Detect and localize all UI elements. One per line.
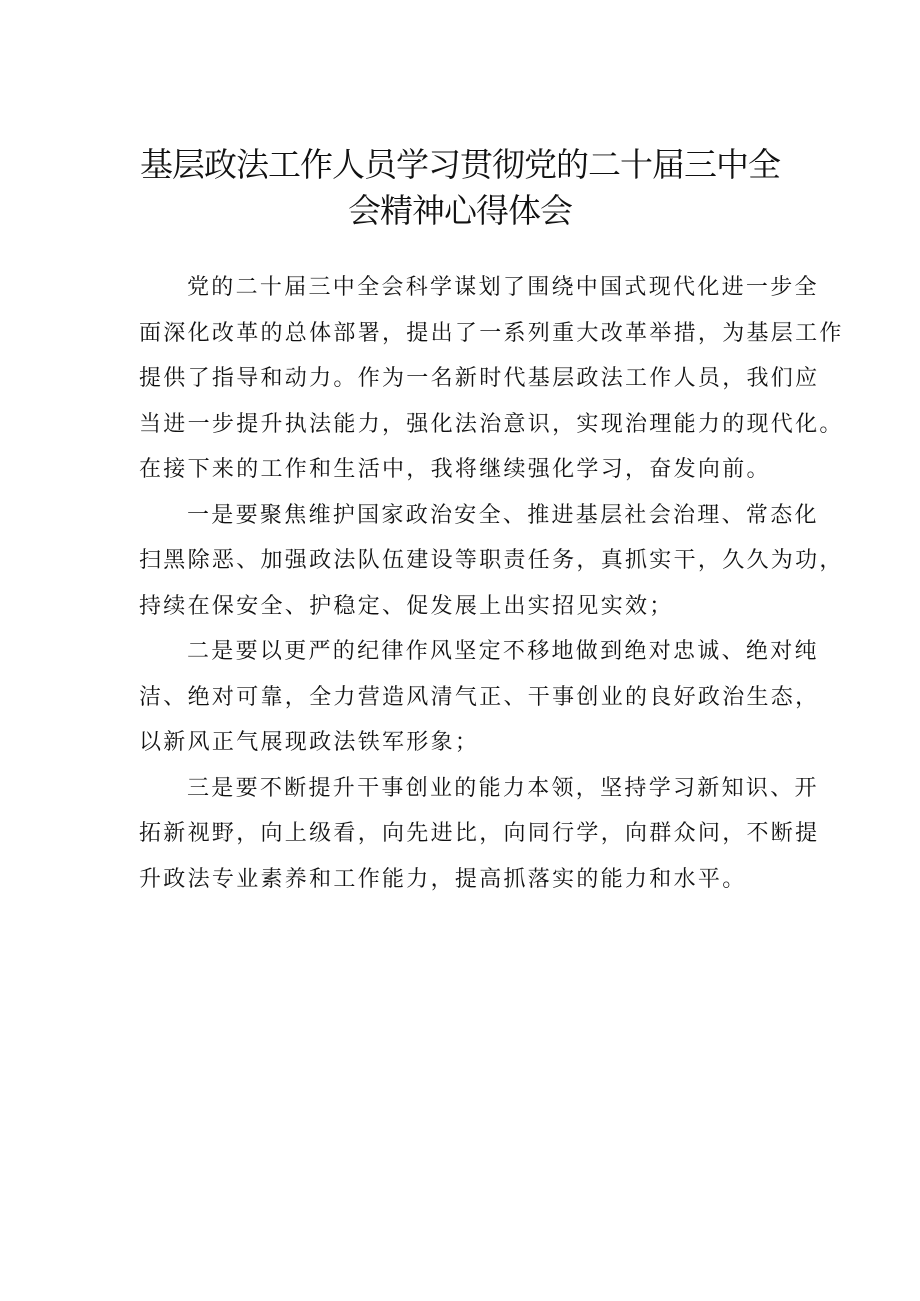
paragraph-line: 当进一步提升执法能力，强化法治意识，实现治理能力的现代化。 — [139, 411, 844, 437]
paragraph-line: 面深化改革的总体部署，提出了一系列重大改革举措，为基层工作 — [139, 320, 844, 346]
paragraph-line: 在接下来的工作和生活中，我将继续强化学习，奋发向前。 — [139, 457, 771, 482]
title-line-2: 会精神心得体会 — [348, 191, 572, 230]
paragraph-point-two — [139, 629, 820, 766]
document-title — [120, 142, 800, 234]
paragraph-line: 扫黑除恶、加强政法队伍建设等职责任务，真抓实干，久久为功， — [139, 548, 844, 573]
paragraph-line: 持续在保安全、护稳定、促发展上出实招见实效； — [139, 593, 674, 619]
paragraph-line: 三是要不断提升干事创业的能力本领，坚持学习新知识、开 — [187, 775, 819, 801]
paragraph-point-one — [139, 493, 844, 630]
paragraph-intro — [139, 265, 844, 493]
paragraph-line: 党的二十届三中全会科学谋划了围绕中国式现代化进一步全 — [187, 275, 819, 300]
paragraph-line: 提供了指导和动力。作为一名新时代基层政法工作人员，我们应 — [139, 366, 820, 391]
paragraph-line: 二是要以更严的纪律作风坚定不移地做到绝对忠诚、绝对纯 — [187, 639, 819, 664]
document-body — [139, 265, 844, 902]
paragraph-line: 以新风正气展现政法铁军形象； — [139, 730, 480, 755]
paragraph-line: 升政法专业素养和工作能力，提高抓落实的能力和水平。 — [139, 866, 747, 892]
paragraph-line: 一是要聚焦维护国家政治安全、推进基层社会治理、常态化 — [187, 502, 819, 528]
paragraph-line: 拓新视野，向上级看，向先进比，向同行学，向群众问，不断提 — [139, 821, 820, 846]
title-line-1: 基层政法工作人员学习贯彻党的二十届三中全 — [140, 145, 780, 184]
paragraph-point-three — [139, 766, 820, 903]
paragraph-line: 洁、绝对可靠，全力营造风清气正、干事创业的良好政治生态， — [139, 684, 820, 710]
